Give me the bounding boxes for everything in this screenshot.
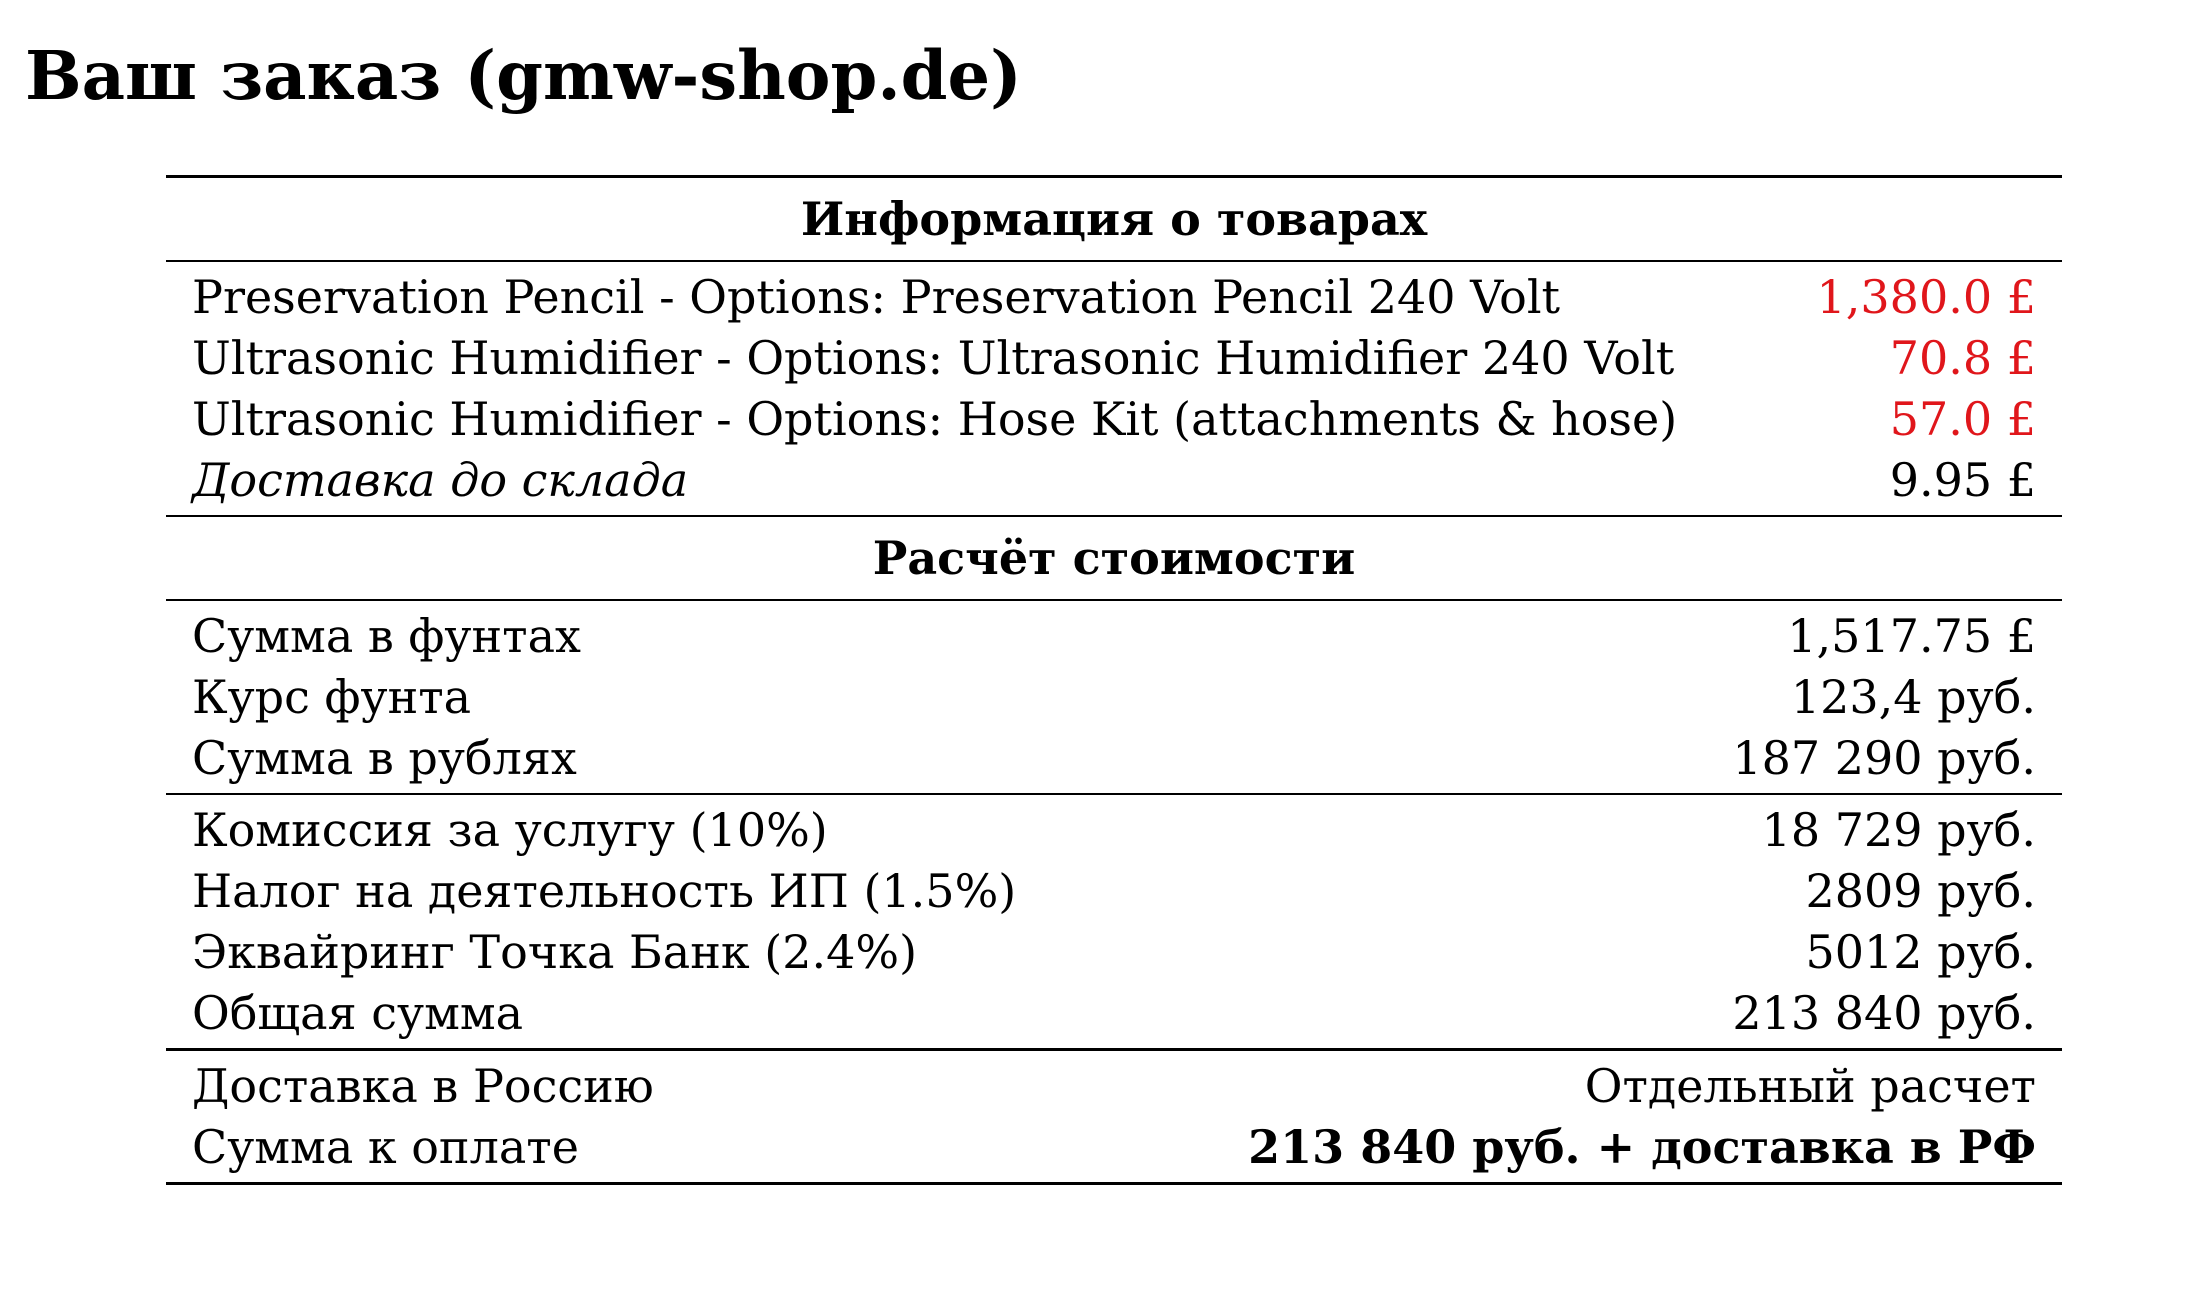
product-name: Ultrasonic Humidifier - Options: Hose Kit (attachments & hose) — [192, 392, 1678, 446]
product-price: 70.8 £ — [1889, 331, 2036, 385]
warehouse-shipping-row — [192, 450, 2036, 511]
grand-total-label: Общая сумма — [192, 986, 524, 1040]
tax-label: Налог на деятельность ИП (1.5%) — [192, 864, 1017, 918]
warehouse-shipping-value: 9.95 £ — [1889, 453, 2036, 507]
warehouse-shipping-label: Доставка до склада — [192, 453, 689, 507]
sum-rub-value: 187 290 руб. — [1732, 731, 2036, 785]
order-table — [166, 175, 2062, 1185]
sum-gbp-value: 1,517.75 £ — [1787, 609, 2036, 663]
russia-delivery-value: Отдельный расчет — [1584, 1059, 2036, 1113]
product-row — [192, 389, 2036, 450]
sum-rub-label: Сумма в рублях — [192, 731, 577, 785]
amount-due-row — [192, 1117, 2036, 1178]
product-price: 1,380.0 £ — [1816, 270, 2036, 324]
product-name: Ultrasonic Humidifier - Options: Ultrasonic Humidifier 240 Volt — [192, 331, 1675, 385]
conversion-list — [166, 601, 2062, 793]
sum-gbp-label: Сумма в фунтах — [192, 609, 581, 663]
products-section-header: Информация о товарах — [800, 192, 1428, 246]
fees-list — [166, 795, 2062, 1048]
service-fee-row — [192, 800, 2036, 861]
russia-delivery-label: Доставка в Россию — [192, 1059, 654, 1113]
amount-due-label: Сумма к оплате — [192, 1120, 579, 1174]
grand-total-row — [192, 983, 2036, 1044]
product-row — [192, 267, 2036, 328]
service-fee-label: Комиссия за услугу (10%) — [192, 803, 828, 857]
product-row — [192, 328, 2036, 389]
final-list — [166, 1051, 2062, 1182]
product-name: Preservation Pencil - Options: Preservation Pencil 240 Volt — [192, 270, 1561, 324]
amount-due-value: 213 840 руб. + доставка в РФ — [1248, 1120, 2036, 1174]
grand-total-value: 213 840 руб. — [1732, 986, 2036, 1040]
tax-row — [192, 861, 2036, 922]
page-title: Ваш заказ (gmw-shop.de) — [25, 36, 1022, 115]
cost-section-header: Расчёт стоимости — [872, 531, 1356, 585]
acquiring-value: 5012 руб. — [1805, 925, 2036, 979]
products-list — [166, 262, 2062, 515]
acquiring-label: Эквайринг Точка Банк (2.4%) — [192, 925, 918, 979]
tax-value: 2809 руб. — [1805, 864, 2036, 918]
sum-gbp-row — [192, 606, 2036, 667]
table-bottom-rule — [166, 1182, 2062, 1185]
exchange-rate-row — [192, 667, 2036, 728]
service-fee-value: 18 729 руб. — [1761, 803, 2036, 857]
product-price: 57.0 £ — [1889, 392, 2036, 446]
exchange-rate-label: Курс фунта — [192, 670, 472, 724]
sum-rub-row — [192, 728, 2036, 789]
russia-delivery-row — [192, 1056, 2036, 1117]
acquiring-row — [192, 922, 2036, 983]
exchange-rate-value: 123,4 руб. — [1790, 670, 2036, 724]
